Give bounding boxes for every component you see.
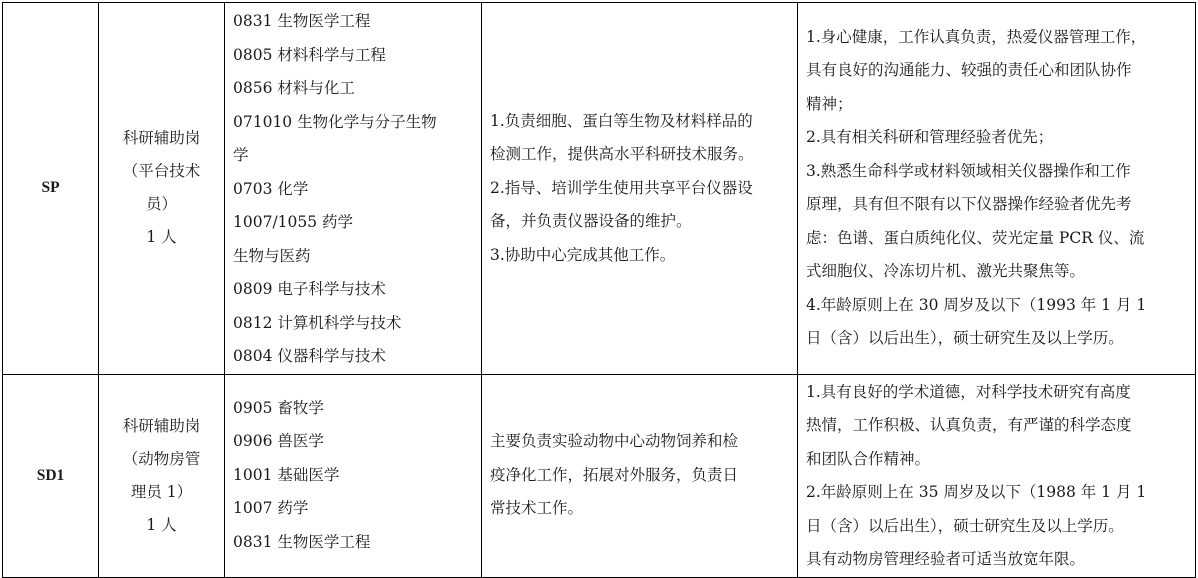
major-item: 0905 畜牧学 bbox=[233, 398, 324, 417]
requirement-line: 和团队合作精神。 bbox=[806, 449, 931, 468]
table-row bbox=[3, 3, 1196, 375]
requirement-line: 原理，具有但不限有以下仪器操作经验者优先考 bbox=[806, 195, 1132, 214]
major-item: 0906 兽医学 bbox=[233, 432, 324, 451]
requirement-line: 4.年龄原则上在 30 周岁及以下（1993 年 1 月 1 bbox=[806, 295, 1147, 314]
major-item: 0812 计算机科学与技术 bbox=[233, 313, 402, 332]
major-item: 0809 电子科学与技术 bbox=[233, 280, 386, 298]
duty-line: 常技术工作。 bbox=[490, 499, 584, 518]
position-title-line: 员） bbox=[145, 195, 177, 214]
requirement-line: 日（含）以后出生），硕士研究生及以上学历。 bbox=[806, 516, 1124, 535]
requirement-line: 热情，工作积极、认真负责，有严谨的科学态度 bbox=[806, 416, 1132, 434]
major-item: 0805 材料科学与工程 bbox=[233, 45, 386, 64]
major-item: 学 bbox=[233, 146, 249, 164]
position-title-line: （动物房管 bbox=[122, 449, 201, 468]
major-item: 071010 生物化学与分子生物 bbox=[233, 112, 437, 131]
requirement-line: 具有良好的沟通能力、较强的责任心和团队协作 bbox=[806, 61, 1132, 80]
requirement-line: 虑：色谱、蛋白质纯化仪、荧光定量 PCR 仪、流 bbox=[806, 228, 1145, 247]
duty-line: 主要负责实验动物中心动物饲养和检 bbox=[490, 432, 739, 451]
position-code: SD1 bbox=[3, 374, 99, 577]
majors-cell bbox=[225, 3, 482, 375]
requirement-line: 1.具有良好的学术道德，对科学技术研究有高度 bbox=[806, 382, 1131, 401]
position-title-line: 科研辅助岗 bbox=[122, 129, 201, 148]
major-item: 0804 仪器科学与技术 bbox=[233, 347, 386, 365]
requirement-line: 1.身心健康，工作认真负责，热爱仪器管理工作， bbox=[806, 27, 1147, 46]
requirement-line: 2.年龄原则上在 35 周岁及以下（1988 年 1 月 1 bbox=[806, 483, 1147, 501]
duty-line: 2.指导、培训学生使用共享平台仪器设 bbox=[490, 178, 753, 197]
position-code: SP bbox=[3, 3, 99, 375]
duty-line: 1.负责细胞、蛋白等生物及材料样品的 bbox=[490, 111, 753, 130]
duties-cell bbox=[482, 374, 798, 577]
position-title bbox=[99, 3, 225, 375]
major-item: 1001 基础医学 bbox=[233, 465, 340, 484]
requirement-line: 2.具有相关科研和管理经验者优先； bbox=[806, 128, 1054, 147]
position-title-line: 理员 1） bbox=[130, 482, 193, 501]
requirements-cell bbox=[798, 3, 1196, 375]
requirement-line: 具有动物房管理经验者可适当放宽年限。 bbox=[806, 550, 1086, 568]
major-item: 0831 生物医学工程 bbox=[233, 12, 371, 30]
requirement-line: 日（含）以后出生），硕士研究生及以上学历。 bbox=[806, 329, 1124, 348]
duty-line: 检测工作，提供高水平科研技术服务。 bbox=[490, 145, 754, 163]
requirement-line: 精神； bbox=[806, 94, 853, 113]
duty-line: 3.协助中心完成其他工作。 bbox=[490, 245, 676, 264]
major-item: 0703 化学 bbox=[233, 179, 309, 198]
positions-table bbox=[2, 2, 1196, 578]
major-item: 1007/1055 药学 bbox=[233, 213, 354, 231]
duties-cell bbox=[482, 3, 798, 375]
major-item: 1007 药学 bbox=[233, 499, 309, 518]
requirement-line: 式细胞仪、冷冻切片机、激光共聚焦等。 bbox=[806, 262, 1086, 281]
table-row bbox=[3, 374, 1196, 577]
major-item: 生物与医药 bbox=[233, 246, 311, 265]
duty-line: 疫净化工作，拓展对外服务，负责日 bbox=[490, 465, 739, 484]
requirements-cell bbox=[798, 374, 1196, 577]
position-title-line: （平台技术 bbox=[122, 162, 201, 181]
major-item: 0831 生物医学工程 bbox=[233, 532, 371, 551]
position-headcount: 1 人 bbox=[146, 515, 177, 534]
duty-line: 备，并负责仪器设备的维护。 bbox=[490, 212, 692, 230]
majors-cell bbox=[225, 374, 482, 577]
requirement-line: 3.熟悉生命科学或材料领域相关仪器操作和工作 bbox=[806, 161, 1131, 180]
position-headcount: 1 人 bbox=[146, 228, 177, 247]
major-item: 0856 材料与化工 bbox=[233, 79, 355, 97]
position-title bbox=[99, 374, 225, 577]
position-title-line: 科研辅助岗 bbox=[122, 416, 201, 435]
